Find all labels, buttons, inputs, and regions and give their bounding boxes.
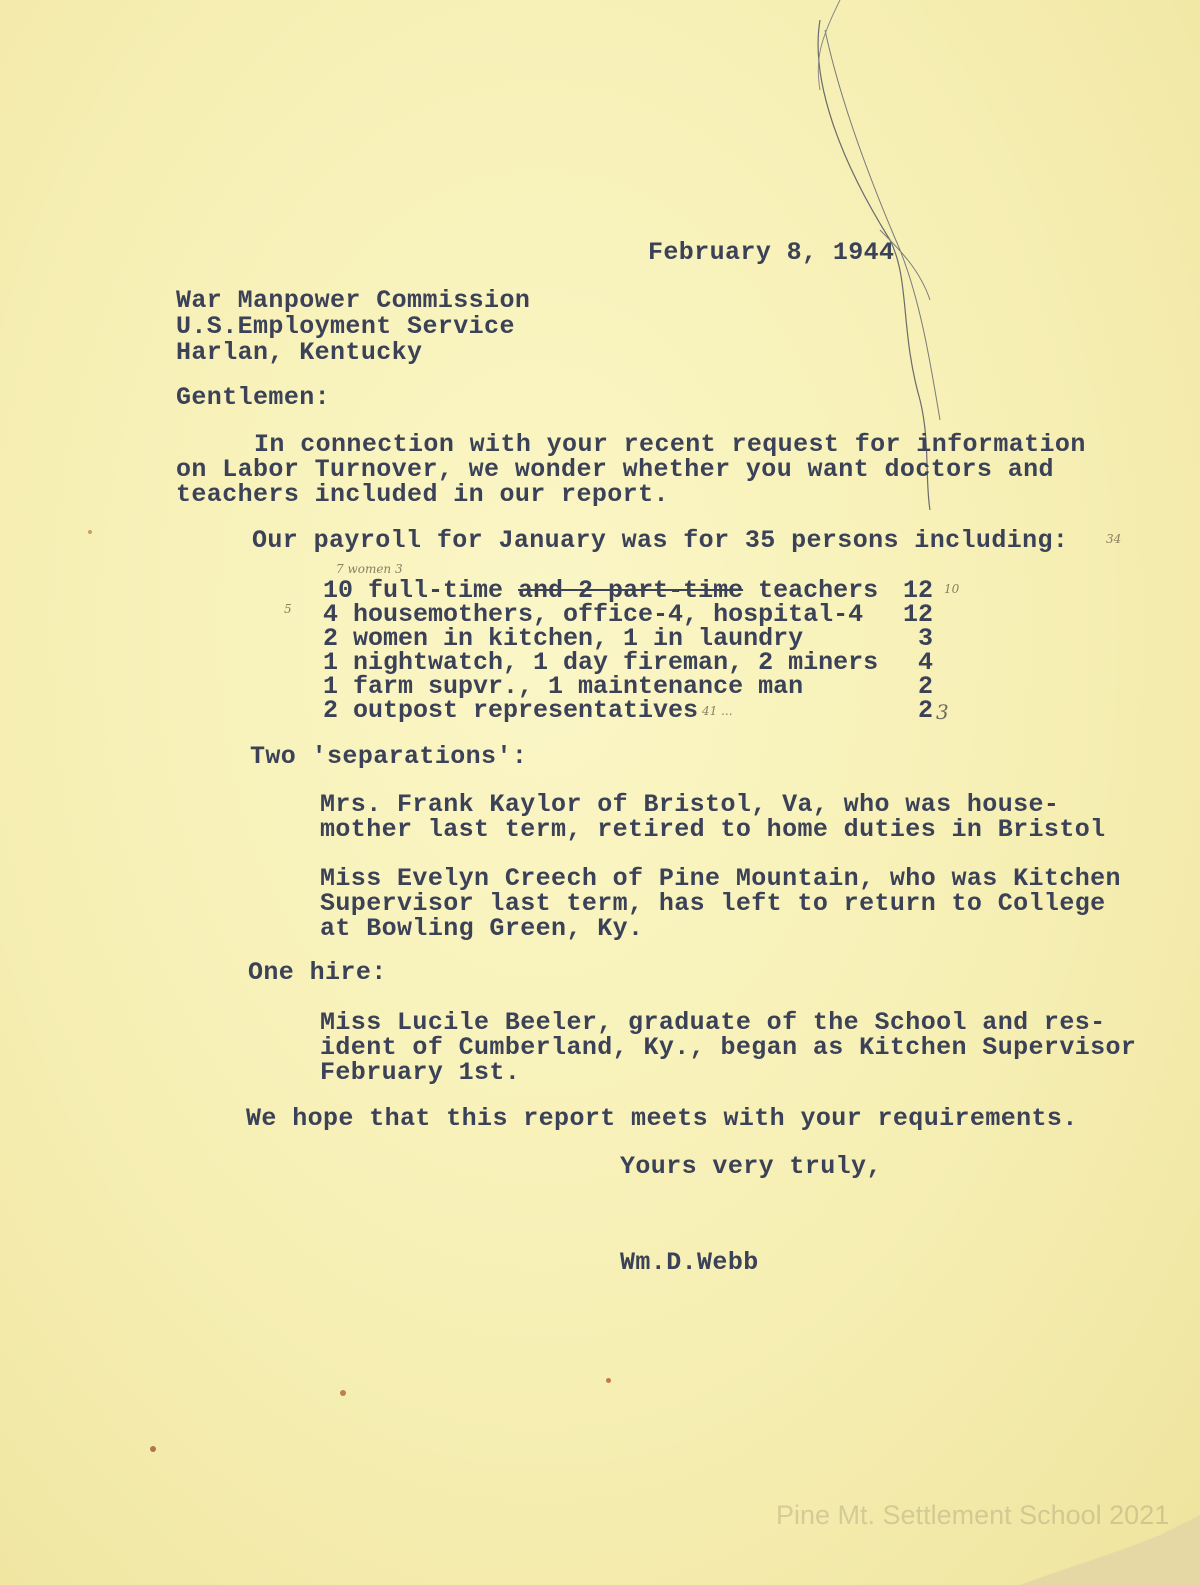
payroll-row [323,600,963,629]
separation-line: Miss Evelyn Creech of Pine Mountain, who was Kitchen [320,864,1121,893]
row-desc: 10 full-time [323,576,519,605]
handwritten-note: 5 [284,602,292,616]
intro-line: In connection with your recent request for information [254,430,1086,459]
payroll-row [323,696,963,725]
payroll-intro: Our payroll for January was for 35 persons including: [252,526,1069,555]
handwritten-note: 34 [1106,532,1122,546]
hire-line: Miss Lucile Beeler, graduate of the School and res- [320,1008,1106,1037]
stain-spot [340,1390,346,1396]
handwritten-note: 7 women 3 [336,562,403,576]
hire-line: ident of Cumberland, Ky., began as Kitchen Supervisor [320,1033,1137,1062]
row-desc: 4 housemothers, office-4, hospital-4 [323,600,864,629]
struck-text: and 2 part-time [518,576,744,605]
intro-line: on Labor Turnover, we wonder whether you want doctors and [176,455,1054,484]
intro-line: teachers included in our report. [176,480,669,509]
valediction: Yours very truly, [620,1152,882,1181]
letter-date: February 8, 1944 [648,238,895,267]
payroll-row [323,624,963,653]
payroll-table [323,576,963,725]
row-count: 2 [917,672,933,701]
separation-line: at Bowling Green, Ky. [320,914,644,943]
signature: Wm.D.Webb [620,1248,759,1277]
separation-line: Mrs. Frank Kaylor of Bristol, Va, who was house- [320,790,1060,819]
separations-label: Two 'separations': [250,742,528,771]
row-count: 12 [902,576,933,605]
row-desc: 1 nightwatch, 1 day fireman, 2 miners [323,648,879,677]
row-count: 2 [917,696,933,725]
hire-line: February 1st. [320,1058,521,1087]
row-desc: 1 farm supvr., 1 maintenance man [323,672,804,701]
row-desc: teachers [743,576,879,605]
row-desc: 2 women in kitchen, 1 in laundry [323,624,804,653]
separation-entry [320,792,1106,842]
separation-line: mother last term, retired to home duties in Bristol [320,815,1106,844]
row-count: 12 [902,600,933,629]
payroll-row [323,672,963,701]
payroll-row [323,648,963,677]
row-count: 4 [917,648,933,677]
address-line: U.S.Employment Service [176,312,515,341]
salutation: Gentlemen: [176,383,331,412]
handwritten-correction: 3 [936,700,949,724]
watermark: Pine Mt. Settlement School 2021 [776,1500,1170,1530]
stain-spot [88,530,92,534]
stain-spot [606,1378,611,1383]
row-count: 3 [917,624,933,653]
handwritten-note: 41 ... [702,704,733,718]
row-desc: 2 outpost representatives [323,696,699,725]
payroll-row [323,576,963,605]
address-line: War Manpower Commission [176,286,531,315]
handwritten-note: 10 [944,582,960,596]
separation-line: Supervisor last term, has left to return to College [320,889,1106,918]
hire-label: One hire: [248,958,387,987]
address-line: Harlan, Kentucky [176,338,423,367]
stain-spot [150,1446,156,1452]
intro-paragraph [176,432,1086,507]
separation-entry [320,866,1121,941]
closing-sentence: We hope that this report meets with your requirements. [246,1104,1078,1133]
hire-entry [320,1010,1136,1085]
recipient-address [176,288,530,366]
